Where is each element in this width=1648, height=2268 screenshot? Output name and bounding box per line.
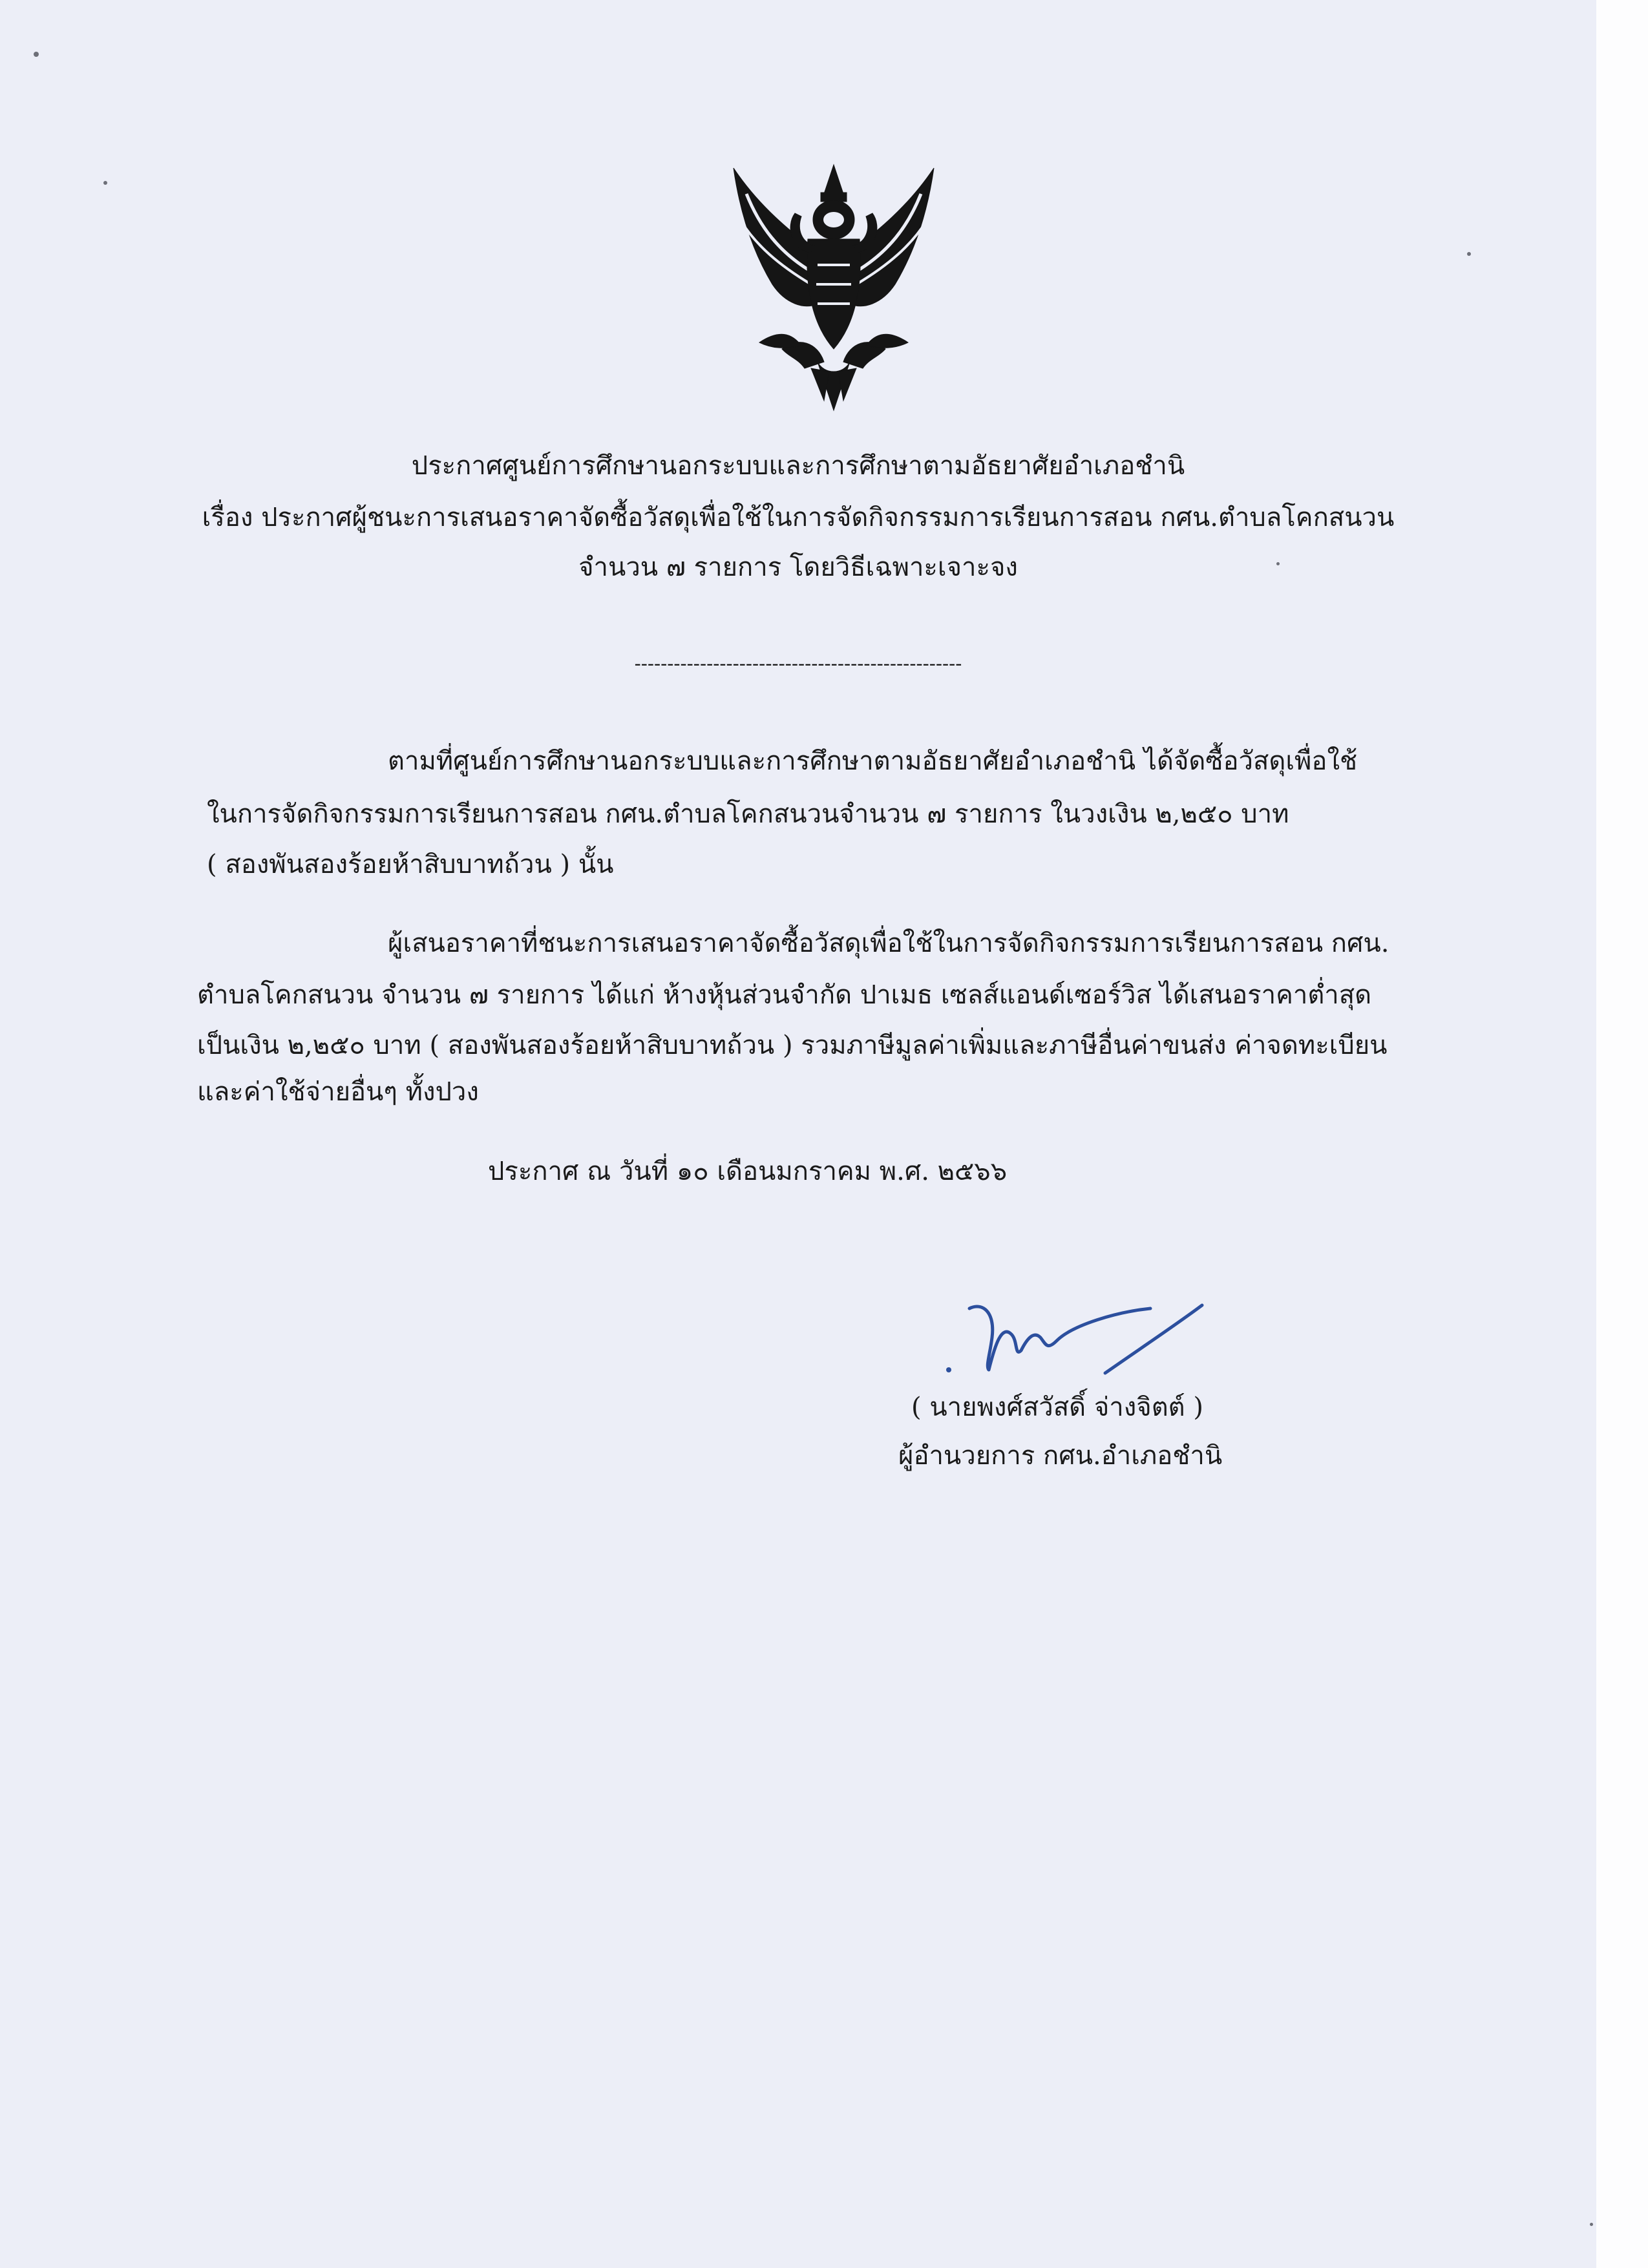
scan-speck	[1276, 562, 1280, 565]
announcement-subject: เรื่อง ประกาศผู้ชนะการเสนอราคาจัดซื้อวัสดุเพื่อใช้ในการจัดกิจกรรมการเรียนการสอน กศน.ตำบลโคกสนวน	[202, 503, 1395, 532]
announcement-date: ประกาศ ณ วันที่ ๑๐ เดือนมกราคม พ.ศ. ๒๕๖๖	[488, 1157, 1008, 1186]
paragraph-1-line-2: ในการจัดกิจกรรมการเรียนการสอน กศน.ตำบลโคกสนวนจำนวน ๗ รายการ ในวงเงิน ๒,๒๕๐ บาท	[207, 799, 1289, 829]
header-divider: --------------------------------------------------	[634, 653, 962, 675]
announcement-title: ประกาศศูนย์การศึกษานอกระบบและการศึกษาตามอัธยาศัยอำเภอชำนิ	[411, 451, 1185, 481]
paragraph-2-line-1: ผู้เสนอราคาที่ชนะการเสนอราคาจัดซื้อวัสดุเพื่อใช้ในการจัดกิจกรรมการเรียนการสอน กศน.	[388, 929, 1389, 958]
paragraph-2-line-2: ตำบลโคกสนวน จำนวน ๗ รายการ ได้แก่ ห้างหุ้นส่วนจำกัด ปาเมธ เซลส์แอนด์เซอร์วิส ได้เสนอราคาต่ำสุด	[197, 980, 1372, 1010]
scan-speck	[34, 52, 39, 57]
handwritten-signature-icon	[931, 1273, 1215, 1383]
signatory-name: ( นายพงศ์สวัสดิ์ จ่างจิตต์ )	[911, 1392, 1203, 1422]
paragraph-1-line-3: ( สองพันสองร้อยห้าสิบบาทถ้วน ) นั้น	[207, 850, 614, 879]
scan-border	[1596, 0, 1648, 2268]
paragraph-1-line-1: ตามที่ศูนย์การศึกษานอกระบบและการศึกษาตามอัธยาศัยอำเภอชำนิ ได้จัดซื้อวัสดุเพื่อใช้	[388, 746, 1358, 776]
paragraph-2-line-3: เป็นเงิน ๒,๒๕๐ บาท ( สองพันสองร้อยห้าสิบบาทถ้วน ) รวมภาษีมูลค่าเพิ่มและภาษีอื่นค่าขนส่ง ค่าจดทะเบียน	[197, 1031, 1388, 1060]
paragraph-2-line-4: และค่าใช้จ่ายอื่นๆ ทั้งปวง	[197, 1077, 479, 1107]
scan-speck	[1467, 252, 1471, 256]
signatory-title: ผู้อำนวยการ กศน.อำเภอชำนิ	[898, 1441, 1223, 1471]
scan-speck	[1590, 2223, 1593, 2226]
announcement-subject-count: จำนวน ๗ รายการ โดยวิธีเฉพาะเจาะจง	[578, 552, 1018, 582]
garuda-emblem-icon	[721, 155, 947, 414]
scan-speck	[103, 181, 107, 185]
